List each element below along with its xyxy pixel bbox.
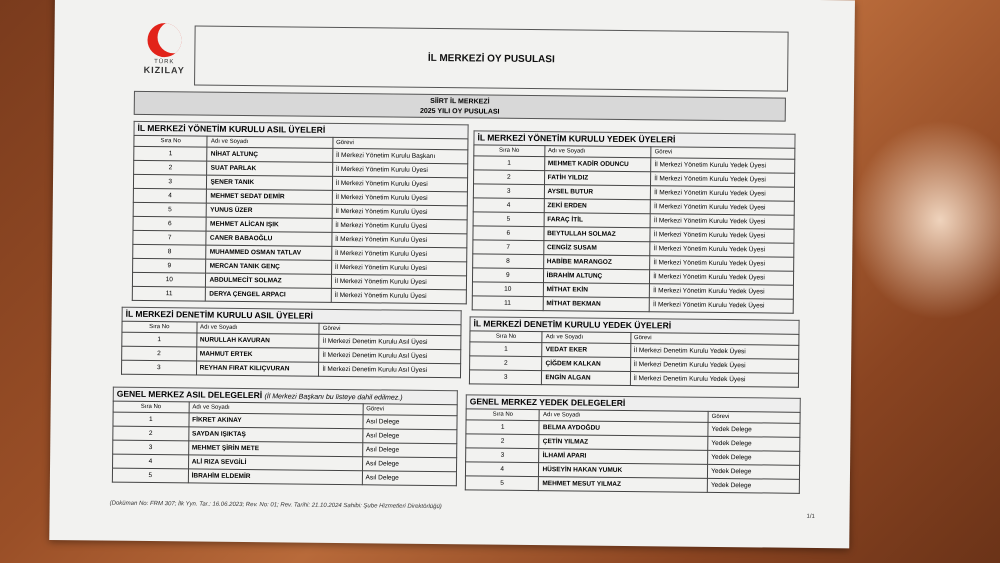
col-name-header: Adı ve Soyadı: [540, 410, 709, 423]
section-title: İL MERKEZİ YÖNETİM KURULU ASIL ÜYELERİ: [134, 121, 469, 139]
member-name: MAHMUT ERTEK: [196, 347, 319, 362]
member-role: İl Merkezi Yönetim Kurulu Yedek Üyesi: [650, 242, 794, 258]
table-row: [112, 468, 456, 486]
member-name: SAYDAN IŞIKTAŞ: [188, 427, 362, 443]
member-role: Asıl Delege: [362, 429, 457, 444]
row-number: 10: [472, 282, 543, 297]
subtitle-box: [134, 91, 786, 122]
col-role-header: Görevi: [319, 323, 461, 335]
member-role: Asıl Delege: [362, 457, 457, 472]
row-number: 4: [113, 454, 189, 469]
section-1: [472, 130, 796, 313]
member-role: İl Merkezi Denetim Kurulu Yedek Üyesi: [630, 344, 799, 360]
member-name: ALİ RIZA SEVGİLİ: [188, 455, 362, 471]
member-name: MEHMET ALİCAN IŞIK: [206, 217, 331, 232]
row-number: 2: [122, 346, 197, 361]
subtitle-line1: SİİRT İL MERKEZİ: [430, 97, 490, 106]
col-no-header: Sıra No: [113, 401, 189, 413]
member-name: CENGİZ SUSAM: [543, 241, 650, 256]
row-number: 1: [113, 412, 189, 427]
members-table: [472, 144, 796, 313]
crescent-icon: [147, 23, 181, 57]
col-no-header: Sıra No: [466, 409, 540, 421]
member-role: Yedek Delege: [707, 478, 799, 493]
col-role-header: Görevi: [363, 404, 458, 416]
member-name: ŞENER TANIK: [207, 175, 332, 190]
logo-line1: TÜRK: [154, 59, 175, 66]
table-row: [465, 476, 799, 493]
row-number: 7: [133, 230, 207, 245]
kizilay-logo: [134, 21, 195, 80]
col-name-header: Adı ve Soyadı: [207, 136, 332, 148]
member-name: NİHAT ALTUNÇ: [207, 147, 332, 162]
member-role: İl Merkezi Yönetim Kurulu Üyesi: [332, 162, 467, 177]
section-note: (İl Merkezi Başkanı bu listeye dahil edilmez.): [264, 393, 403, 402]
member-role: İl Merkezi Yönetim Kurulu Yedek Üyesi: [651, 186, 795, 202]
member-name: SUAT PARLAK: [207, 161, 332, 176]
section-2: [121, 307, 462, 379]
ballot-sheet: [49, 0, 855, 548]
page-title: İL MERKEZİ OY PUSULASI: [194, 25, 789, 91]
document-footer: (Doküman No: FRM 307; İlk Yyn. Tar.: 16.06.2023; Rev. No: 01; Rev. Tarihi: 21.10.2024 Sahibi: Şube Hizmetleri Direktörlüğü): [109, 500, 442, 511]
col-name-header: Adı ve Soyadı: [197, 322, 320, 334]
members-table: [469, 330, 800, 387]
member-name: AYSEL BUTUR: [544, 185, 651, 200]
subtitle-line2: 2025 YILI OY PUSULASI: [419, 107, 500, 116]
row-number: 3: [133, 174, 207, 189]
col-no-header: Sıra No: [122, 321, 197, 333]
members-table: [132, 135, 469, 304]
member-role: İl Merkezi Yönetim Kurulu Üyesi: [331, 288, 466, 303]
row-number: 4: [473, 198, 544, 213]
section-title: İL MERKEZİ YÖNETİM KURULU YEDEK ÜYELERİ: [473, 130, 795, 147]
row-number: 4: [465, 462, 539, 477]
row-number: 11: [132, 286, 206, 301]
section-title: GENEL MERKEZ YEDEK DELEGELERİ: [466, 394, 801, 412]
row-number: 11: [472, 296, 543, 311]
table-row: [472, 296, 793, 313]
row-number: 5: [473, 212, 544, 227]
member-name: İBRAHİM ELDEMİR: [188, 469, 362, 485]
col-role-header: Görevi: [651, 147, 795, 160]
section-3: [469, 316, 800, 387]
member-name: ZEKİ ERDEN: [544, 199, 651, 214]
row-number: 2: [470, 356, 543, 371]
table-row: [122, 360, 461, 378]
member-role: İl Merkezi Yönetim Kurulu Başkanı: [332, 148, 467, 163]
table-row: [132, 286, 466, 303]
row-number: 8: [473, 254, 544, 269]
member-name: REYHAN FIRAT KILIÇVURAN: [196, 361, 319, 376]
member-role: Asıl Delege: [362, 443, 457, 458]
row-number: 1: [466, 420, 540, 435]
row-number: 6: [473, 226, 544, 241]
row-number: 2: [466, 434, 540, 449]
member-role: Yedek Delege: [708, 464, 800, 479]
member-name: NURULLAH KAVURAN: [196, 333, 319, 348]
member-role: İl Merkezi Yönetim Kurulu Yedek Üyesi: [651, 172, 795, 188]
member-name: MEHMET SEDAT DEMİR: [207, 189, 332, 204]
member-name: ABDULMECİT SOLMAZ: [206, 273, 331, 288]
member-role: İl Merkezi Yönetim Kurulu Üyesi: [331, 274, 466, 289]
row-number: 5: [133, 202, 207, 217]
members-table: [465, 408, 801, 494]
member-role: İl Merkezi Yönetim Kurulu Yedek Üyesi: [650, 228, 794, 244]
section-0: [132, 121, 469, 304]
row-number: 10: [132, 272, 206, 287]
light-glare: [850, 120, 1000, 320]
row-number: 2: [134, 160, 208, 175]
member-role: İl Merkezi Denetim Kurulu Yedek Üyesi: [630, 372, 799, 388]
member-name: BELMA AYDOĞDU: [539, 421, 708, 437]
row-number: 7: [473, 240, 544, 255]
member-name: CANER BABAOĞLU: [206, 231, 331, 246]
member-role: İl Merkezi Yönetim Kurulu Üyesi: [332, 176, 467, 191]
member-role: İl Merkezi Yönetim Kurulu Yedek Üyesi: [650, 270, 794, 286]
member-role: İl Merkezi Yönetim Kurulu Üyesi: [331, 246, 466, 261]
row-number: 1: [122, 332, 197, 347]
member-name: DERYA ÇENGEL ARPACI: [206, 287, 331, 302]
member-role: İl Merkezi Yönetim Kurulu Üyesi: [332, 232, 467, 247]
member-role: Yedek Delege: [708, 450, 800, 465]
member-role: Asıl Delege: [363, 415, 458, 430]
row-number: 2: [113, 426, 189, 441]
member-name: BEYTULLAH SOLMAZ: [544, 227, 651, 242]
member-name: MEHMET ŞİRİN METE: [188, 441, 362, 457]
col-no-header: Sıra No: [134, 135, 208, 147]
member-name: ÇİĞDEM KALKAN: [542, 357, 630, 372]
member-name: HÜSEYİN HAKAN YUMUK: [539, 463, 708, 479]
row-number: 4: [133, 188, 207, 203]
member-name: MİTHAT EKİN: [543, 283, 650, 298]
col-role-header: Görevi: [630, 333, 799, 346]
member-role: İl Merkezi Yönetim Kurulu Yedek Üyesi: [649, 298, 793, 314]
col-name-header: Adı ve Soyadı: [189, 402, 363, 415]
col-role-header: Görevi: [333, 137, 468, 149]
member-name: FATİH YILDIZ: [544, 171, 651, 186]
member-role: İl Merkezi Yönetim Kurulu Üyesi: [332, 204, 467, 219]
row-number: 5: [112, 468, 188, 483]
row-number: 9: [133, 258, 207, 273]
member-role: İl Merkezi Denetim Kurulu Asıl Üyesi: [319, 348, 461, 363]
section-title: İL MERKEZİ DENETİM KURULU YEDEK ÜYELERİ: [469, 316, 799, 333]
row-number: 3: [466, 448, 540, 463]
table-row: [469, 370, 798, 387]
member-name: MİTHAT BEKMAN: [543, 297, 650, 312]
member-role: İl Merkezi Yönetim Kurulu Üyesi: [332, 190, 467, 205]
member-name: ÇETİN YILMAZ: [539, 435, 708, 451]
member-role: İl Merkezi Yönetim Kurulu Yedek Üyesi: [650, 200, 794, 216]
member-name: FARAÇ İTİL: [544, 213, 651, 228]
section-4: [112, 387, 458, 487]
member-name: İLHAMİ APARI: [539, 449, 708, 465]
section-title: GENEL MERKEZ ASIL DELEGELERİ (İl Merkezi Başkanı bu listeye dahil edilmez.): [113, 387, 458, 405]
row-number: 3: [113, 440, 189, 455]
row-number: 9: [472, 268, 543, 283]
member-role: İl Merkezi Denetim Kurulu Asıl Üyesi: [319, 362, 461, 377]
member-name: İBRAHİM ALTUNÇ: [543, 269, 650, 284]
row-number: 8: [133, 244, 207, 259]
row-number: 2: [474, 170, 545, 185]
member-name: MUHAMMED OSMAN TATLAV: [206, 245, 331, 260]
row-number: 3: [122, 360, 197, 375]
col-no-header: Sıra No: [474, 145, 545, 157]
row-number: 1: [134, 146, 208, 161]
member-role: İl Merkezi Yönetim Kurulu Yedek Üyesi: [650, 214, 794, 230]
section-title: İL MERKEZİ DENETİM KURULU ASIL ÜYELERİ: [122, 307, 462, 325]
row-number: 1: [474, 156, 545, 171]
member-name: YUNUS ÜZER: [207, 203, 332, 218]
member-name: ENGİN ALGAN: [542, 371, 630, 386]
member-name: VEDAT EKER: [542, 343, 630, 358]
members-table: [121, 321, 462, 379]
member-name: FİKRET AKINAY: [189, 413, 363, 429]
member-name: MEHMET MESUT YILMAZ: [539, 477, 708, 493]
member-role: Yedek Delege: [708, 436, 800, 451]
section-5: [465, 394, 801, 494]
row-number: 6: [133, 216, 207, 231]
col-role-header: Görevi: [708, 411, 800, 423]
member-role: İl Merkezi Yönetim Kurulu Üyesi: [331, 260, 466, 275]
member-role: İl Merkezi Yönetim Kurulu Üyesi: [332, 218, 467, 233]
member-name: MEHMET KADİR ODUNCU: [544, 157, 651, 172]
member-role: İl Merkezi Yönetim Kurulu Yedek Üyesi: [650, 256, 794, 272]
member-role: Asıl Delege: [362, 471, 457, 486]
row-number: 5: [465, 476, 539, 491]
col-no-header: Sıra No: [470, 331, 542, 343]
members-table: [112, 401, 458, 487]
member-role: İl Merkezi Yönetim Kurulu Yedek Üyesi: [650, 284, 794, 300]
row-number: 3: [469, 370, 542, 385]
member-role: İl Merkezi Yönetim Kurulu Yedek Üyesi: [651, 158, 795, 174]
member-role: Yedek Delege: [708, 422, 800, 437]
col-name-header: Adı ve Soyadı: [544, 146, 651, 158]
page-number: 1/1: [806, 513, 815, 520]
row-number: 1: [470, 342, 543, 357]
member-name: HABİBE MARANGOZ: [543, 255, 650, 270]
logo-line2: KIZILAY: [143, 64, 185, 76]
member-role: İl Merkezi Denetim Kurulu Asıl Üyesi: [319, 334, 461, 349]
row-number: 3: [473, 184, 544, 199]
member-name: MERCAN TANIK GENÇ: [206, 259, 331, 274]
member-role: İl Merkezi Denetim Kurulu Yedek Üyesi: [630, 358, 799, 374]
col-name-header: Adı ve Soyadı: [542, 332, 630, 344]
